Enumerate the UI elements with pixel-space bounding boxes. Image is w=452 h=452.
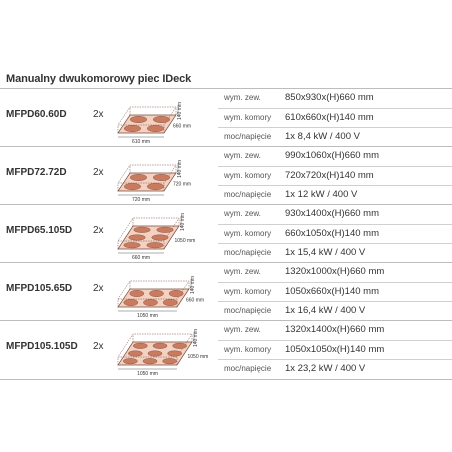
spec-row [218,205,452,224]
spec-row [218,89,452,108]
spec-value: 610x660x(H)140 mm [285,112,374,123]
pizza-mark [130,290,144,296]
chamber-diagram [110,89,210,147]
product-row [0,320,452,380]
pizza-mark [153,116,170,122]
spec-row [218,127,452,147]
chamber-count: 2x [93,167,104,178]
height-label: 140 mm [180,212,186,232]
model-name: MFPD60.60D [6,109,67,120]
pizza-mark [123,358,137,364]
spec-value: 1x 8,4 kW / 400 V [285,131,360,142]
product-row [0,88,452,147]
spec-value: 1320x1000x(H)660 mm [285,266,385,277]
spec-label: wym. zew. [224,209,261,218]
chamber-diagram [110,205,210,263]
pizza-mark [143,358,157,364]
spec-label: wym. komory [224,345,272,354]
spec-row [218,359,452,379]
spec-row [218,185,452,205]
model-name: MFPD105.65D [6,283,73,294]
spec-value: 1320x1400x(H)660 mm [285,324,385,335]
spec-row [218,321,452,340]
model-name: MFPD72.72D [6,167,67,178]
spec-label: wym. komory [224,113,272,122]
pizza-mark [157,227,174,233]
pizza-mark [163,358,177,364]
chamber-count: 2x [93,225,104,236]
pizza-mark [130,174,147,180]
spec-value: 720x720x(H)140 mm [285,170,374,181]
pizza-mark [133,343,147,349]
spec-row [218,340,452,360]
spec-row [218,263,452,282]
pizza-mark [163,299,177,305]
pizza-mark [173,343,187,349]
product-row [0,146,452,205]
spec-label: wym. zew. [224,93,261,102]
width-label: 610 mm [131,139,151,145]
spec-value: 660x1050x(H)140 mm [285,228,379,239]
height-label: 140 mm [190,275,196,295]
spec-label: moc/napięcie [224,190,272,199]
pizza-mark [147,242,164,248]
pizza-mark [169,290,183,296]
chamber-count: 2x [93,283,104,294]
height-label: 140 mm [177,159,183,179]
model-name: MFPD105.105D [6,341,78,352]
pizza-mark [148,351,162,357]
spec-value: 990x1060x(H)660 mm [285,150,379,161]
pizza-mark [124,125,141,131]
pizza-mark [129,235,146,241]
spec-value: 1050x1050x(H)140 mm [285,344,385,355]
pizza-mark [147,183,164,189]
pizza-mark [124,299,138,305]
pizza-mark [168,351,182,357]
spec-row [218,301,452,321]
spec-value: 1050x660x(H)140 mm [285,286,379,297]
width-label: 720 mm [131,197,151,203]
spec-label: wym. komory [224,171,272,180]
model-name: MFPD65.105D [6,225,73,236]
spec-row [218,224,452,244]
page-title: Manualny dwukomorowy piec IDeck [6,73,192,85]
spec-label: wym. zew. [224,267,261,276]
pizza-mark [149,290,163,296]
spec-row [218,147,452,166]
spec-value: 850x930x(H)660 mm [285,92,374,103]
depth-label: 720 mm [173,181,192,188]
pizza-mark [153,343,167,349]
chamber-count: 2x [93,341,104,352]
chamber-count: 2x [93,109,104,120]
spec-label: wym. zew. [224,151,261,160]
spec-value: 1x 23,2 kW / 400 V [285,363,366,374]
pizza-mark [124,242,141,248]
width-label: 1050 mm [137,313,158,319]
product-row [0,204,452,263]
depth-label: 1050 mm [174,238,196,245]
pizza-mark [130,116,147,122]
pizza-mark [124,183,141,189]
chamber-diagram [110,263,210,321]
depth-label: 660 mm [173,123,192,130]
spec-label: moc/napięcie [224,364,272,373]
pizza-mark [143,299,157,305]
pizza-mark [147,125,164,131]
width-label: 1050 mm [137,371,158,377]
spec-row [218,282,452,302]
product-row [0,262,452,321]
spec-value: 1x 12 kW / 400 V [285,189,358,200]
spec-label: moc/napięcie [224,132,272,141]
width-label: 660 mm [131,255,151,261]
height-label: 140 mm [193,328,199,348]
pizza-mark [153,174,170,180]
chamber-diagram [110,321,210,379]
spec-value: 930x1400x(H)660 mm [285,208,379,219]
spec-label: moc/napięcie [224,248,272,257]
pizza-mark [134,227,151,233]
spec-label: wym. komory [224,287,272,296]
spec-row [218,166,452,186]
depth-label: 1050 mm [187,354,209,361]
spec-label: wym. zew. [224,325,261,334]
pizza-mark [128,351,142,357]
spec-label: wym. komory [224,229,272,238]
depth-label: 660 mm [186,297,205,304]
spec-value: 1x 16,4 kW / 400 V [285,305,366,316]
spec-label: moc/napięcie [224,306,272,315]
spec-row [218,108,452,128]
chamber-diagram [110,147,210,205]
spec-value: 1x 15,4 kW / 400 V [285,247,366,258]
height-label: 140 mm [177,101,183,121]
pizza-mark [152,235,169,241]
spec-row [218,243,452,263]
